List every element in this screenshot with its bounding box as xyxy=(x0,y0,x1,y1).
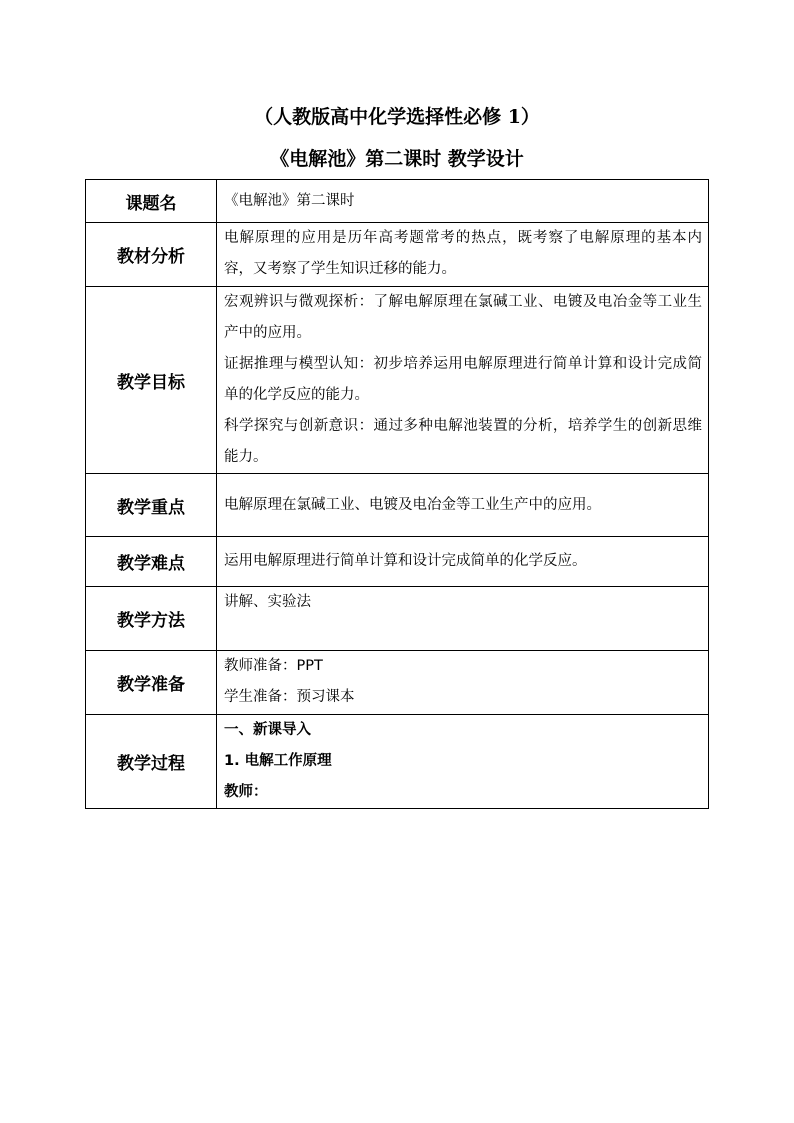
topic-text: 《电解池》第二课时 xyxy=(224,192,355,209)
row-key-points xyxy=(86,474,709,537)
label-topic: 课题名 xyxy=(86,180,217,223)
value-preparation xyxy=(217,651,709,715)
lesson-plan-table xyxy=(85,179,709,809)
analysis-text: 电解原理的应用是历年高考题常考的热点，既考察了电解原理的基本内容，又考察了学生知识迁移的能力。 xyxy=(224,230,702,277)
row-analysis xyxy=(86,223,709,287)
preparation-teacher: 教师准备：PPT xyxy=(224,658,323,674)
label-methods: 教学方法 xyxy=(86,587,217,651)
label-difficulties: 教学难点 xyxy=(86,537,217,587)
document-title: 《电解池》第二课时 教学设计 xyxy=(270,148,524,170)
preparation-student: 学生准备：预习课本 xyxy=(224,689,355,705)
row-goals xyxy=(86,287,709,474)
process-subsection: 1. 电解工作原理 xyxy=(224,753,332,769)
row-process xyxy=(86,715,709,809)
difficulties-text: 运用电解原理进行简单计算和设计完成简单的化学反应。 xyxy=(224,553,587,569)
methods-text: 讲解、实验法 xyxy=(224,594,311,610)
process-section: 一、新课导入 xyxy=(224,722,311,738)
goal-item: 科学探究与创新意识：通过多种电解池装置的分析，培养学生的创新思维能力。 xyxy=(224,418,702,465)
process-speaker: 教师： xyxy=(224,784,268,800)
label-process: 教学过程 xyxy=(86,715,217,809)
row-difficulties xyxy=(86,537,709,587)
value-methods xyxy=(217,587,709,651)
label-goals: 教学目标 xyxy=(86,287,217,474)
row-preparation xyxy=(86,651,709,715)
value-key-points xyxy=(217,474,709,537)
value-difficulties xyxy=(217,537,709,587)
row-topic xyxy=(86,180,709,223)
goal-item: 证据推理与模型认知：初步培养运用电解原理进行简单计算和设计完成简单的化学反应的能力。 xyxy=(224,356,702,403)
row-methods xyxy=(86,587,709,651)
value-topic xyxy=(217,180,709,223)
value-analysis xyxy=(217,223,709,287)
label-key-points: 教学重点 xyxy=(86,474,217,537)
key-points-text: 电解原理在氯碱工业、电镀及电冶金等工业生产中的应用。 xyxy=(224,496,601,513)
value-process xyxy=(217,715,709,809)
label-preparation: 教学准备 xyxy=(86,651,217,715)
label-analysis: 教材分析 xyxy=(86,223,217,287)
document-subtitle: （人教版高中化学选择性必修 1） xyxy=(254,106,540,128)
goal-item: 宏观辨识与微观探析：了解电解原理在氯碱工业、电镀及电冶金等工业生产中的应用。 xyxy=(224,294,702,341)
value-goals xyxy=(217,287,709,474)
